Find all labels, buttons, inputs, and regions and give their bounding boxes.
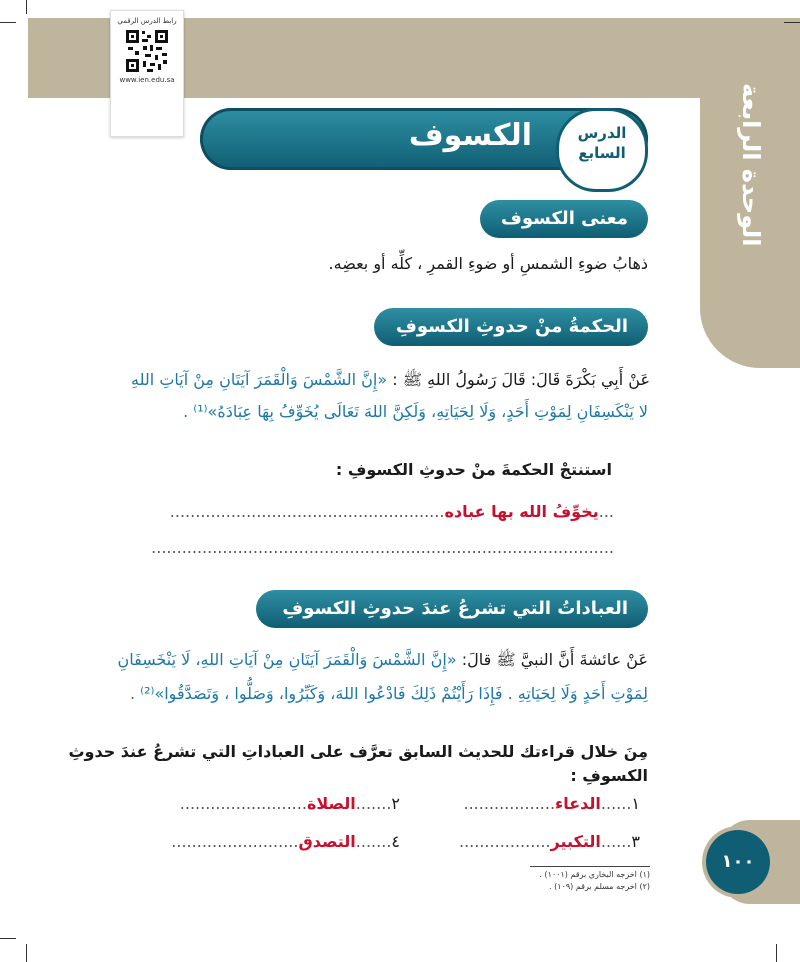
qr-label: رابط الدرس الرقمي — [117, 17, 177, 25]
answer-num: ١ — [631, 794, 640, 813]
footnotes — [530, 866, 650, 893]
crop-mark — [26, 944, 27, 962]
unit-title: الوحدة الرابعة — [737, 83, 765, 247]
empty-answer-line[interactable]: ........................................................................................... — [151, 538, 614, 557]
qr-url[interactable]: www.ien.edu.sa — [119, 76, 175, 84]
footnote-1: (١) اخرجه البخاري برقم (١٠٠١) . — [539, 870, 650, 879]
hadith-1-line-1 — [131, 368, 650, 392]
section-heading-meaning: معنى الكسوف — [480, 200, 648, 238]
answer-text: التكبير — [550, 832, 601, 851]
answer-item-4[interactable]: ٤.......التصدق......................... — [171, 832, 400, 851]
answer-item-3[interactable]: ٣......التكبير.................. — [459, 832, 640, 851]
answer-item-2[interactable]: ٢.......الصلاة......................... — [179, 794, 400, 813]
answer-text: التصدق — [298, 832, 356, 851]
answer-num: ٣ — [631, 832, 640, 851]
hadith-2-part-a: «إِنَّ الشَّمْسَ وَالْقَمَرَ آيَتَانِ مِنْ آيَاتِ اللهِ، لَا يَنْخَسِفَانِ — [117, 650, 457, 669]
wisdom-answer-line[interactable]: ...يخوِّفُ الله بها عباده...................................................... — [169, 502, 614, 521]
lesson-badge-line1: الدرس — [577, 124, 627, 142]
section-heading-worship: العباداتُ التي تشرعُ عندَ حدوثِ الكسوفِ — [256, 590, 648, 628]
worship-question: مِنَ خلال قراءتك للحديث السابق تعرَّف على العباداتِ التي تشرعُ عندَ حدوثِ الكسوفِ : — [68, 742, 648, 785]
crop-mark — [0, 22, 16, 23]
hadith-2-line-2: لِمَوْتِ أَحَدٍ وَلَا لِحَيَاتِهِ . فَإِذَا رَأَيْتُمْ ذَلِكَ فَادْعُوا اللهَ، وَكَبِّرُوا، وَصَلُّوا ، وَتَصَدَّقُوا»⁽²⁾ . — [129, 684, 648, 703]
narrator-1: عَنْ أَبِي بَكْرَةَ قَالَ: قَالَ رَسُولُ اللهِ ﷺ : — [392, 370, 650, 389]
page-number: ١٠٠ — [706, 830, 770, 894]
answer-item-1[interactable]: ١......الدعاء.................. — [463, 794, 640, 813]
answer-text: الدعاء — [555, 794, 601, 813]
lesson-title: الكسوف — [408, 118, 532, 153]
narrator-2: عَنْ عائشةَ أَنَّ النبيَّ ﷺ قالَ: — [461, 650, 648, 669]
hadith-2-line-1 — [117, 648, 648, 672]
hadith-1-part-a: «إِنَّ الشَّمْسَ وَالْقَمَرَ آيَتَانِ مِنْ آيَاتِ اللهِ — [131, 370, 388, 389]
crop-mark — [0, 938, 16, 939]
lesson-badge — [556, 108, 648, 192]
lesson-badge-line2: السابع — [578, 144, 626, 162]
answer-text: الصلاة — [306, 794, 356, 813]
answer-num: ٢ — [391, 794, 400, 813]
qr-code-icon — [125, 29, 169, 73]
qr-code-card[interactable] — [110, 10, 184, 137]
crop-mark — [26, 0, 27, 14]
footnote-2: (٢) اخرجه مسلم برقم (١٠٩) . — [549, 882, 650, 891]
hadith-1-line-2: لا يَنْكَسِفَانِ لِمَوْتِ أَحَدٍ، وَلَا لِحَيَاتِهِ، وَلَكِنَّ اللهَ تَعَالَى يُخَوِّفُ بِهَا عِبَادَهُ»⁽¹⁾ . — [183, 402, 648, 421]
section-heading-wisdom: الحكمةُ منْ حدوثِ الكسوفِ — [374, 308, 648, 346]
answer-num: ٤ — [391, 832, 400, 851]
crop-mark — [784, 22, 800, 23]
wisdom-question: استنتجْ الحكمةَ منْ حدوثِ الكسوفِ : — [335, 460, 612, 479]
crop-mark — [776, 944, 777, 962]
wisdom-answer: يخوِّفُ الله بها عباده — [444, 502, 599, 521]
meaning-text: ذهابُ ضوءِ الشمسِ أو ضوءِ القمرِ ، كلِّه أو بعضِه. — [328, 254, 648, 273]
